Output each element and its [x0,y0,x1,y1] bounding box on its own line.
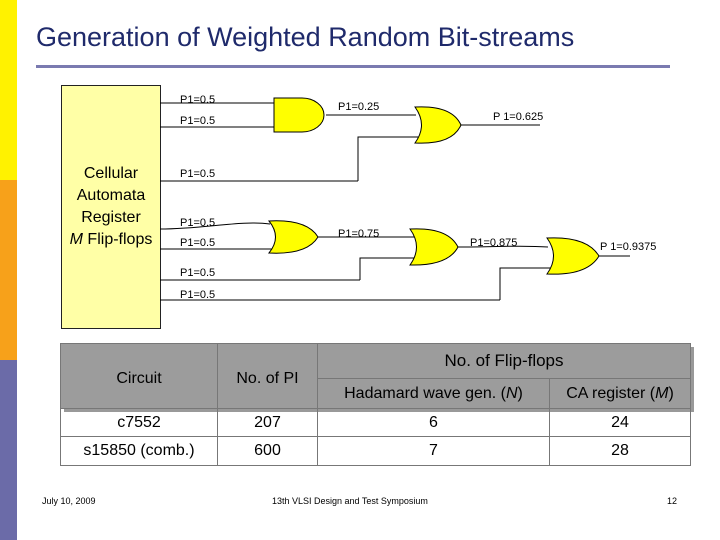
header-no-pi: No. of PI [218,344,318,409]
label-in3: P1=0.5 [180,168,216,180]
cell-pi: 207 [218,409,318,437]
footer-page-number: 12 [667,496,678,506]
label-or2-out: P1=0.875 [470,237,518,249]
label-in2: P1=0.5 [180,115,216,127]
cell-hadamard: 6 [318,409,550,437]
header-ca-prefix: CA register ( [566,384,656,402]
table-row [61,409,691,437]
footer-date: July 10, 2009 [42,496,96,506]
or-gate-2-icon [410,229,458,265]
label-in7: P1=0.5 [180,289,216,301]
header-hadamard-close: ) [517,384,523,402]
wire-in6-route [360,258,414,280]
ca-label-line-1: Cellular [83,165,139,182]
and-gate-icon [274,98,324,132]
wire-in7-route [500,268,550,300]
label-and-out: P1=0.25 [338,101,380,113]
label-in1: P1=0.5 [180,94,216,106]
label-in4: P1=0.5 [180,217,216,229]
wire-in3-route [358,137,418,181]
header-flipflops: No. of Flip-flops [318,344,691,379]
or-gate-final-icon [547,238,599,274]
slide-title: Generation of Weighted Random Bit-streams [36,22,575,52]
header-hadamard-var: N [505,384,518,402]
cell-hadamard: 7 [318,437,550,466]
header-ca-var: M [655,384,669,402]
header-ca-register [550,379,691,409]
header-ca-close: ) [668,384,674,402]
ca-label-flipflops: Flip-flops [82,231,153,248]
footer-conference: 13th VLSI Design and Test Symposium [272,496,428,506]
ca-label-line-3: Register [81,209,141,226]
cell-circuit: s15850 (comb.) [61,437,218,466]
header-circuit: Circuit [61,344,218,409]
flipflop-comparison-table [60,343,691,466]
or-gate-mid-icon [269,221,318,253]
or-gate-top-icon [415,107,461,143]
label-in6: P1=0.5 [180,267,216,279]
label-or-top-out: P 1=0.625 [493,111,544,123]
cell-ca: 28 [550,437,691,466]
label-in5: P1=0.5 [180,237,216,249]
cell-circuit: c7552 [61,409,218,437]
cell-pi: 600 [218,437,318,466]
ca-label-m-variable: M [69,231,83,248]
cell-ca: 24 [550,409,691,437]
header-hadamard [318,379,550,409]
label-or-mid-out: P1=0.75 [338,228,380,240]
header-hadamard-prefix: Hadamard wave gen. ( [344,384,506,402]
label-final-out: P 1=0.9375 [600,241,657,253]
table-row [61,437,691,466]
ca-label-line-2: Automata [76,187,146,204]
